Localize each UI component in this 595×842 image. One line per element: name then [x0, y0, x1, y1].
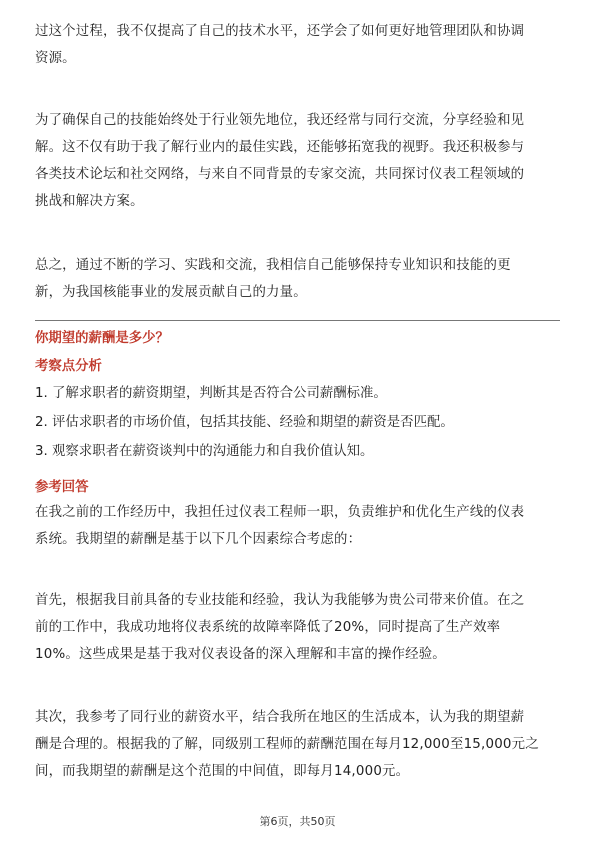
- text-line: 间，而我期望的薪酬是这个范围的中间值，即每月14,000元。: [35, 764, 410, 779]
- text-line: 其次，我参考了同行业的薪资水平，结合我所在地区的生活成本，认为我的期望薪: [35, 710, 525, 725]
- analysis-item: 2. 评估求职者的市场价值，包括其技能、经验和期望的薪资是否匹配。: [35, 415, 454, 430]
- text-line: 过这个过程，我不仅提高了自己的技术水平，还学会了如何更好地管理团队和协调: [35, 24, 525, 39]
- text-line: 新，为我国核能事业的发展贡献自己的力量。: [35, 285, 307, 300]
- answer-heading: 参考回答: [35, 480, 89, 495]
- text-line: 在我之前的工作经历中，我担任过仪表工程师一职，负责维护和优化生产线的仪表: [35, 505, 525, 520]
- page-number: 第6页，共50页: [259, 815, 336, 828]
- analysis-item: 1. 了解求职者的薪资期望，判断其是否符合公司薪酬标准。: [35, 386, 387, 401]
- answer-paragraph-3: [35, 704, 567, 785]
- analysis-heading: 考察点分析: [35, 359, 102, 374]
- analysis-item: 3. 观察求职者在薪资谈判中的沟通能力和自我价值认知。: [35, 444, 374, 459]
- text-line: 为了确保自己的技能始终处于行业领先地位，我还经常与同行交流，分享经验和见: [35, 113, 525, 128]
- text-line: 解。这不仅有助于我了解行业内的最佳实践，还能够拓宽我的视野。我还积极参与: [35, 140, 525, 155]
- intro-paragraph-2: [35, 107, 567, 215]
- text-line: 资源。: [35, 51, 76, 66]
- text-line: 总之，通过不断的学习、实践和交流，我相信自己能够保持专业知识和技能的更: [35, 258, 511, 273]
- question-title: 你期望的薪酬是多少？: [35, 331, 169, 346]
- text-line: 挑战和解决方案。: [35, 194, 144, 209]
- text-line: 系统。我期望的薪酬是基于以下几个因素综合考虑的：: [35, 532, 362, 547]
- section-divider: [35, 320, 560, 321]
- intro-paragraph-3: [35, 252, 567, 306]
- text-line: 首先，根据我目前具备的专业技能和经验，我认为我能够为贵公司带来价值。在之: [35, 593, 525, 608]
- text-line: 各类技术论坛和社交网络，与来自不同背景的专家交流，共同探讨仪表工程领域的: [35, 167, 525, 182]
- intro-paragraph-1: [35, 18, 567, 72]
- answer-paragraph-1: [35, 499, 567, 553]
- text-line: 酬是合理的。根据我的了解，同级别工程师的薪酬范围在每月12,000至15,000元之: [35, 737, 539, 752]
- text-line: 前的工作中，我成功地将仪表系统的故障率降低了20%，同时提高了生产效率: [35, 620, 501, 635]
- answer-paragraph-2: [35, 587, 567, 668]
- text-line: 10%。这些成果是基于我对仪表设备的深入理解和丰富的操作经验。: [35, 647, 446, 662]
